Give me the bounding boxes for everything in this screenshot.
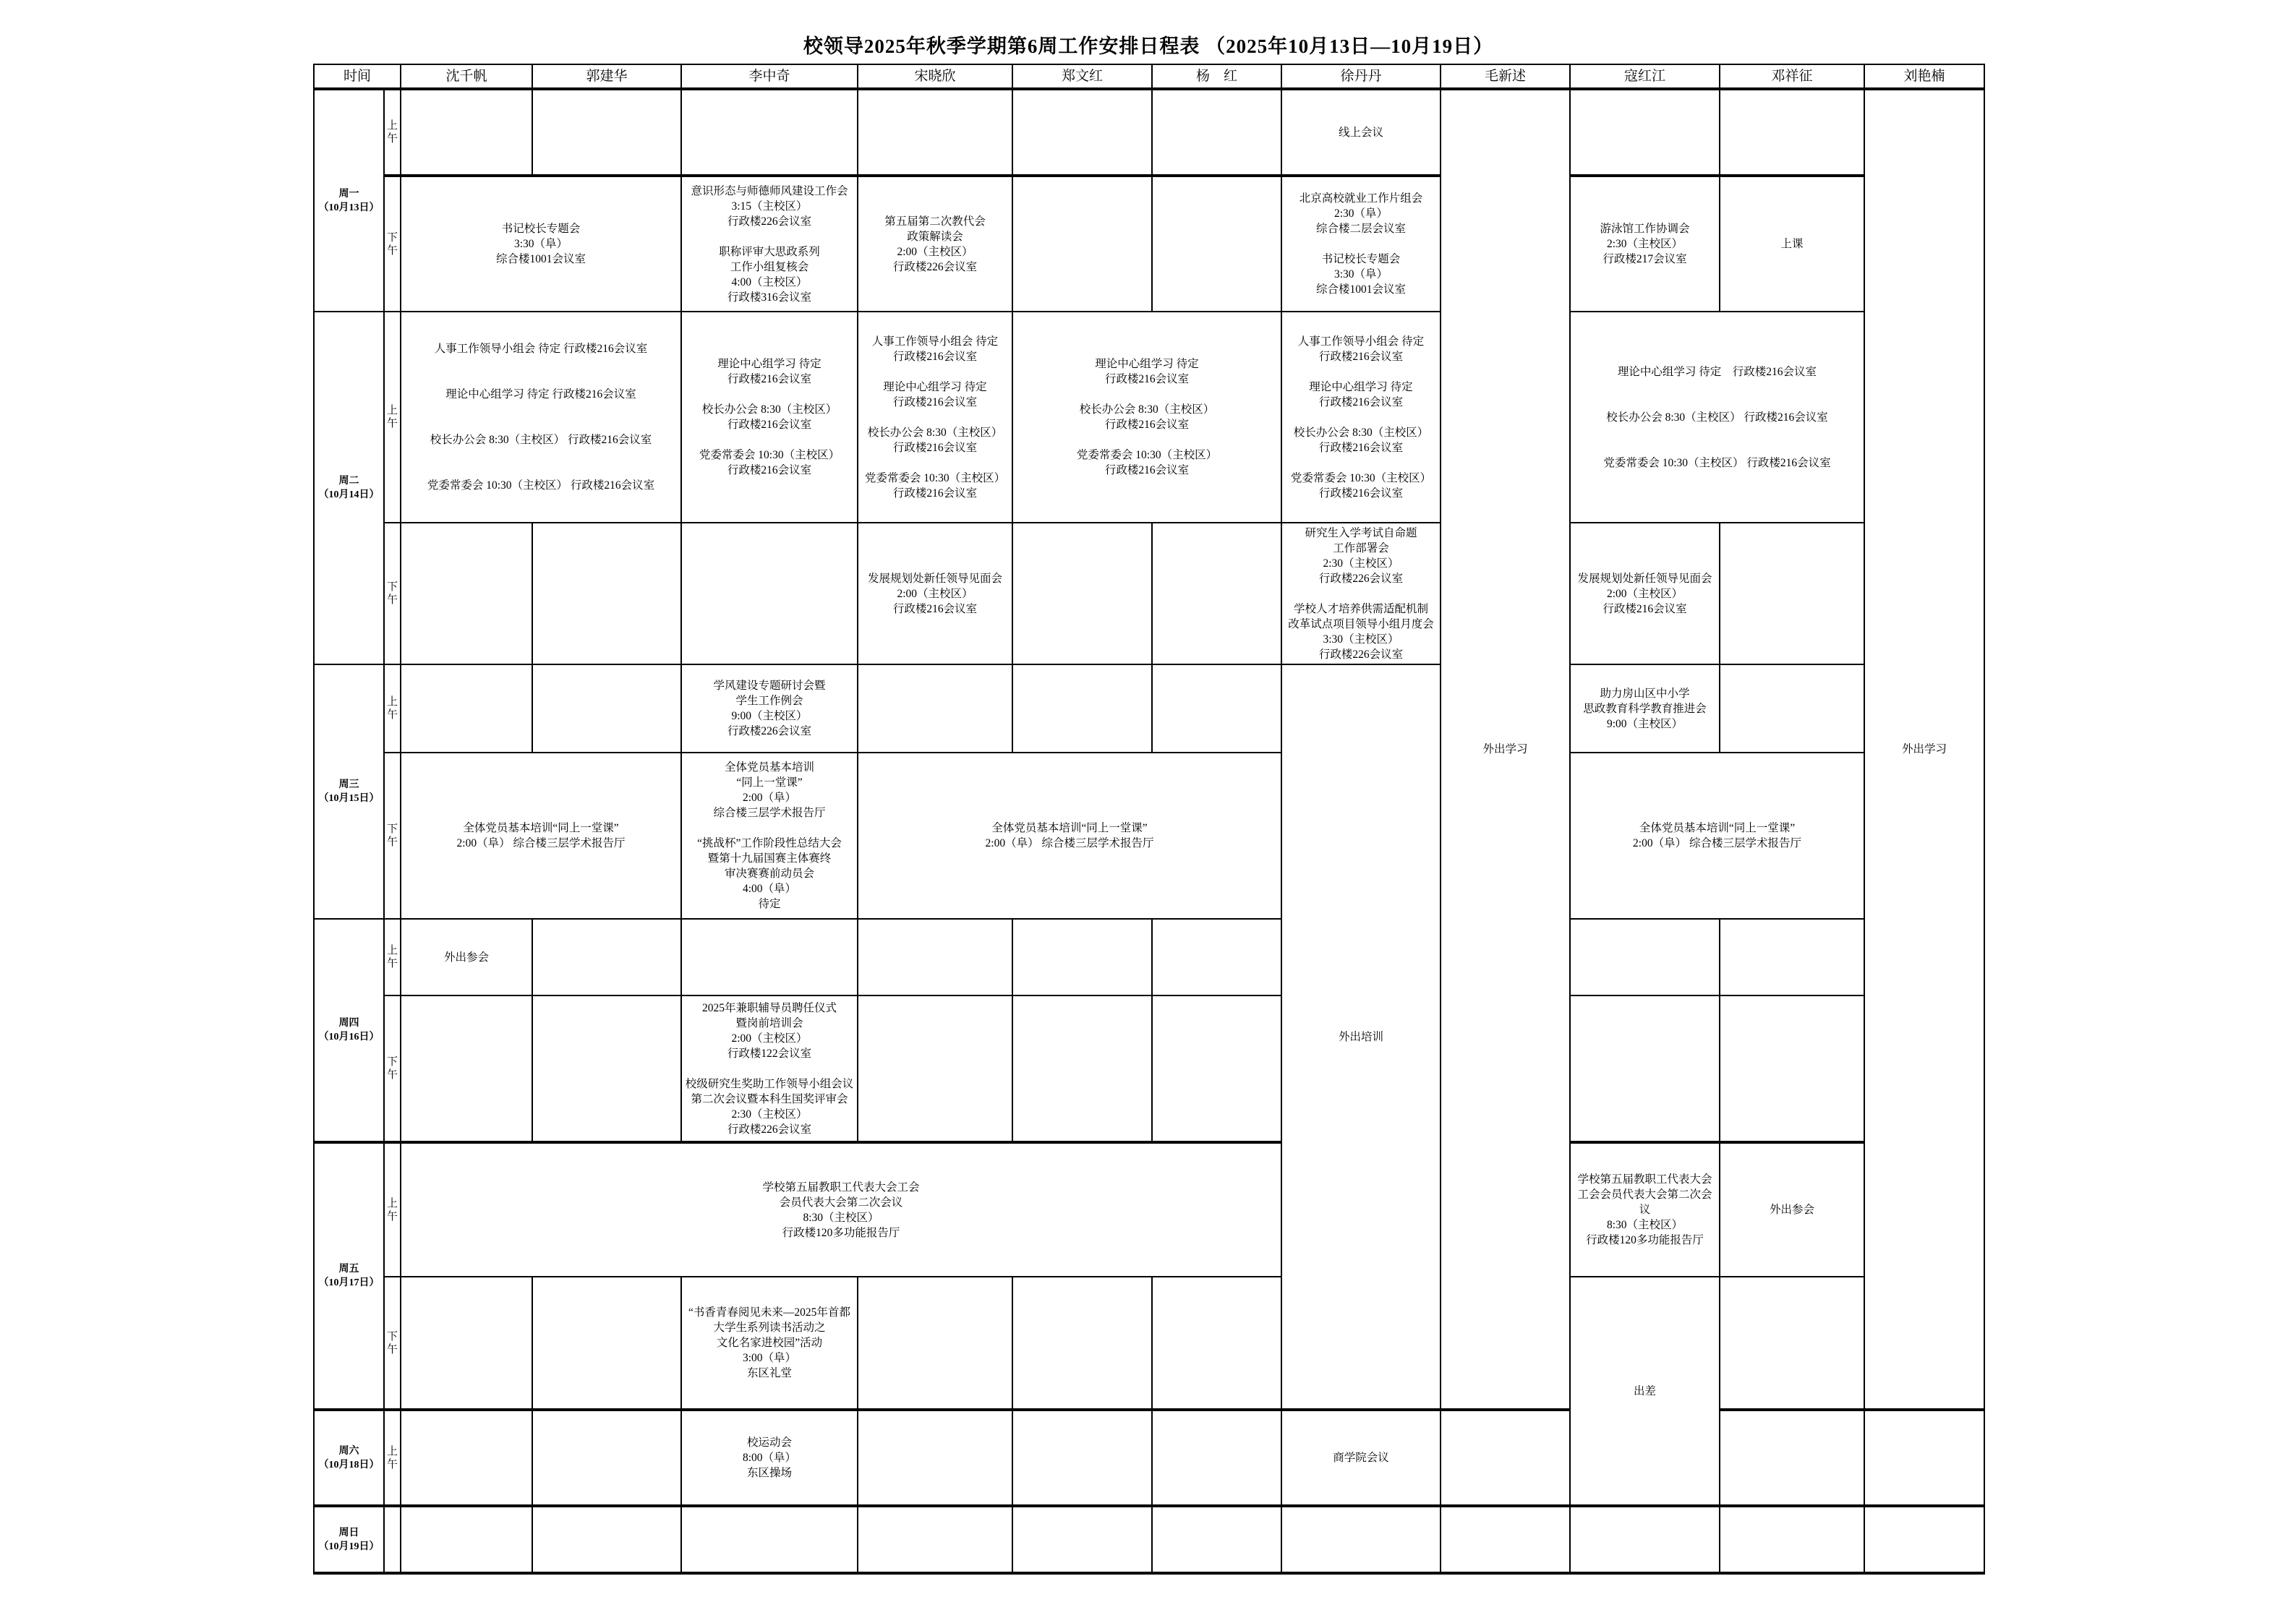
empty-cell-r11-c3 bbox=[401, 1277, 533, 1411]
empty-cell-r13-c11 bbox=[1571, 1507, 1720, 1575]
session-am-3: 上 午 bbox=[385, 665, 401, 753]
schedule-grid bbox=[313, 64, 1985, 1575]
empty-cell-r5-c12 bbox=[1720, 523, 1865, 665]
evt-tue-pm-xudandan: 研究生入学考试自命题 工作部署会 2:30（主校区） 行政楼226会议室 学校人才培养供需适配机制 改革试点项目领导小组月度会 3:30（主校区） 行政楼226会议室 bbox=[1282, 523, 1441, 665]
empty-cell-r3-c8 bbox=[1153, 177, 1282, 312]
empty-cell-r8-c6 bbox=[858, 920, 1013, 996]
header-person-2: 郭建华 bbox=[533, 65, 682, 90]
evt-wed-pm-song-zheng-yang: 全体党员基本培训“同上一堂课” 2:00（阜） 综合楼三层学术报告厅 bbox=[858, 753, 1282, 920]
session-pm-4: 下 午 bbox=[385, 996, 401, 1144]
empty-cell-r8-c12 bbox=[1720, 920, 1865, 996]
day-label-4: 周四 （10月16日） bbox=[315, 920, 385, 1144]
evt-mon-pm-xudandan: 北京高校就业工作片组会 2:30（阜） 综合楼二层会议室 书记校长专题会 3:30（阜） 综合楼1001会议室 bbox=[1282, 177, 1441, 312]
evt-tue-am-xudandan: 人事工作领导小组会 待定 行政楼216会议室 理论中心组学习 待定 行政楼216会议室 校长办公会 8:30（主校区） 行政楼216会议室 党委常委会 10:30（主校区） 行政楼216会议室 bbox=[1282, 312, 1441, 523]
evt-tue-am-zheng-yang: 理论中心组学习 待定 行政楼216会议室 校长办公会 8:30（主校区） 行政楼216会议室 党委常委会 10:30（主校区） 行政楼216会议室 bbox=[1013, 312, 1282, 523]
evt-tue-am-kou-deng: 理论中心组学习 待定 行政楼216会议室 校长办公会 8:30（主校区） 行政楼216会议室 党委常委会 10:30（主校区） 行政楼216会议室 bbox=[1571, 312, 1865, 523]
evt-maoxinshu-out-study: 外出学习 bbox=[1441, 90, 1571, 1411]
empty-cell-r12-c13 bbox=[1865, 1411, 1985, 1507]
session-am-4: 上 午 bbox=[385, 920, 401, 996]
evt-tue-am-songxiaoxin: 人事工作领导小组会 待定 行政楼216会议室 理论中心组学习 待定 行政楼216会议室 校长办公会 8:30（主校区） 行政楼216会议室 党委常委会 10:30（主校区） 行政楼216会议室 bbox=[858, 312, 1013, 523]
empty-cell-r5-c8 bbox=[1153, 523, 1282, 665]
empty-cell-r9-c4 bbox=[533, 996, 682, 1144]
empty-cell-r13-c10 bbox=[1441, 1507, 1571, 1575]
session-pm-3: 下 午 bbox=[385, 753, 401, 920]
evt-tue-am-lizhongqi: 理论中心组学习 待定 行政楼216会议室 校长办公会 8:30（主校区） 行政楼216会议室 党委常委会 10:30（主校区） 行政楼216会议室 bbox=[682, 312, 858, 523]
empty-cell-r12-c12 bbox=[1720, 1411, 1865, 1507]
empty-cell-r6-c4 bbox=[533, 665, 682, 753]
evt-liuyannan-out-study: 外出学习 bbox=[1865, 90, 1985, 1411]
empty-cell-r8-c4 bbox=[533, 920, 682, 996]
empty-cell-r3-c7 bbox=[1013, 177, 1153, 312]
empty-cell-r9-c7 bbox=[1013, 996, 1153, 1144]
empty-cell-r5-c3 bbox=[401, 523, 533, 665]
evt-thu-am-shenqianfan: 外出参会 bbox=[401, 920, 533, 996]
empty-cell-r13-c5 bbox=[682, 1507, 858, 1575]
empty-cell-r11-c7 bbox=[1013, 1277, 1153, 1411]
evt-mon-pm-dengxiangzheng: 上课 bbox=[1720, 177, 1865, 312]
empty-cell-r11-c6 bbox=[858, 1277, 1013, 1411]
empty-cell-r12-c10 bbox=[1441, 1411, 1571, 1507]
session-am-5: 上 午 bbox=[385, 1144, 401, 1277]
evt-wed-am-lizhongqi: 学风建设专题研讨会暨 学生工作例会 9:00（主校区） 行政楼226会议室 bbox=[682, 665, 858, 753]
evt-xudandan-out-training: 外出培训 bbox=[1282, 665, 1441, 1411]
page-title: 校领导2025年秋季学期第6周工作安排日程表 （2025年10月13日—10月19日） bbox=[803, 35, 1494, 57]
empty-cell-r2-c12 bbox=[1720, 90, 1865, 177]
empty-cell-r5-c4 bbox=[533, 523, 682, 665]
empty-cell-r2-c5 bbox=[682, 90, 858, 177]
empty-cell-r9-c11 bbox=[1571, 996, 1720, 1144]
empty-cell-r13-c8 bbox=[1153, 1507, 1282, 1575]
evt-mon-pm-songxiaoxin: 第五届第二次教代会 政策解读会 2:00（主校区） 行政楼226会议室 bbox=[858, 177, 1013, 312]
evt-fri-am-staff-congress: 学校第五届教职工代表大会工会 会员代表大会第二次会议 8:30（主校区） 行政楼120多功能报告厅 bbox=[401, 1144, 1282, 1277]
empty-cell-r6-c12 bbox=[1720, 665, 1865, 753]
empty-cell-r5-c5 bbox=[682, 523, 858, 665]
empty-cell-r8-c5 bbox=[682, 920, 858, 996]
evt-mon-pm-kouhongjiang: 游泳馆工作协调会 2:30（主校区） 行政楼217会议室 bbox=[1571, 177, 1720, 312]
empty-cell-r8-c11 bbox=[1571, 920, 1720, 996]
empty-cell-r9-c3 bbox=[401, 996, 533, 1144]
header-person-3: 李中奇 bbox=[682, 65, 858, 90]
evt-thu-pm-lizhongqi: 2025年兼职辅导员聘任仪式 暨岗前培训会 2:00（主校区） 行政楼122会议室 校级研究生奖助工作领导小组会议 第二次会议暨本科生国奖评审会 2:30（主校区） 行政楼226会议室 bbox=[682, 996, 858, 1144]
session-pm-2: 下 午 bbox=[385, 523, 401, 665]
empty-cell-r2-c11 bbox=[1571, 90, 1720, 177]
session-pm-1: 下 午 bbox=[385, 177, 401, 312]
evt-mon-pm-lizhongqi: 意识形态与师德师风建设工作会 3:15（主校区） 行政楼226会议室 职称评审大思政系列 工作小组复核会 4:00（主校区） 行政楼316会议室 bbox=[682, 177, 858, 312]
empty-cell-r11-c12 bbox=[1720, 1277, 1865, 1411]
header-person-11: 刘艳楠 bbox=[1865, 65, 1985, 90]
evt-mon-pm-shen-guo: 书记校长专题会 3:30（阜） 综合楼1001会议室 bbox=[401, 177, 682, 312]
session-am-6: 上 午 bbox=[385, 1411, 401, 1507]
empty-cell-r2-c6 bbox=[858, 90, 1013, 177]
header-person-8: 毛新述 bbox=[1441, 65, 1571, 90]
header-person-6: 杨 红 bbox=[1153, 65, 1282, 90]
empty-cell-r9-c8 bbox=[1153, 996, 1282, 1144]
day-label-3: 周三 （10月15日） bbox=[315, 665, 385, 920]
day-label-2: 周二 （10月14日） bbox=[315, 312, 385, 665]
empty-cell-r13-c3 bbox=[401, 1507, 533, 1575]
empty-cell-r2-c7 bbox=[1013, 90, 1153, 177]
day-label-1: 周一 （10月13日） bbox=[315, 90, 385, 312]
empty-cell-r13-c13 bbox=[1865, 1507, 1985, 1575]
empty-cell-r12-c3 bbox=[401, 1411, 533, 1507]
evt-tue-am-shen-guo: 人事工作领导小组会 待定 行政楼216会议室 理论中心组学习 待定 行政楼216会议室 校长办公会 8:30（主校区） 行政楼216会议室 党委常委会 10:30（主校区） 行政楼216会议室 bbox=[401, 312, 682, 523]
evt-fri-am-kouhongjiang: 学校第五届教职工代表大会 工会会员代表大会第二次会 议 8:30（主校区） 行政楼120多功能报告厅 bbox=[1571, 1144, 1720, 1277]
day-label-7: 周日 （10月19日） bbox=[315, 1507, 385, 1575]
header-time: 时间 bbox=[315, 65, 401, 90]
evt-tue-pm-songxiaoxin: 发展规划处新任领导见面会 2:00（主校区） 行政楼216会议室 bbox=[858, 523, 1013, 665]
day-label-6: 周六 （10月18日） bbox=[315, 1411, 385, 1507]
empty-cell-r6-c7 bbox=[1013, 665, 1153, 753]
empty-cell-r11-c8 bbox=[1153, 1277, 1282, 1411]
header-person-4: 宋晓欣 bbox=[858, 65, 1013, 90]
header-person-10: 邓祥征 bbox=[1720, 65, 1865, 90]
empty-cell-r6-c3 bbox=[401, 665, 533, 753]
empty-cell-r13-c6 bbox=[858, 1507, 1013, 1575]
evt-kouhongjiang-business-trip: 出差 bbox=[1571, 1277, 1720, 1507]
evt-sat-am-lizhongqi: 校运动会 8:00（阜） 东区操场 bbox=[682, 1411, 858, 1507]
empty-cell-r9-c12 bbox=[1720, 996, 1865, 1144]
empty-cell-r13-c7 bbox=[1013, 1507, 1153, 1575]
empty-cell-r9-c6 bbox=[858, 996, 1013, 1144]
day-label-5: 周五 （10月17日） bbox=[315, 1144, 385, 1411]
session-pm-5: 下 午 bbox=[385, 1277, 401, 1411]
session-am-1: 上 午 bbox=[385, 90, 401, 177]
evt-sat-am-xudandan: 商学院会议 bbox=[1282, 1411, 1441, 1507]
evt-wed-pm-lizhongqi: 全体党员基本培训 “同上一堂课” 2:00（阜） 综合楼三层学术报告厅 “挑战杯”工作阶段性总结大会 暨第十九届国赛主体赛终 审决赛赛前动员会 4:00（阜） 待定 bbox=[682, 753, 858, 920]
evt-fri-pm-lizhongqi: “书香青春阅见未来—2025年首都 大学生系列读书活动之 文化名家进校园”活动 3:00（阜） 东区礼堂 bbox=[682, 1277, 858, 1411]
empty-cell-r6-c6 bbox=[858, 665, 1013, 753]
empty-cell-r5-c7 bbox=[1013, 523, 1153, 665]
session-am-2: 上 午 bbox=[385, 312, 401, 523]
empty-cell-r6-c8 bbox=[1153, 665, 1282, 753]
header-person-9: 寇红江 bbox=[1571, 65, 1720, 90]
empty-cell-r11-c4 bbox=[533, 1277, 682, 1411]
header-person-7: 徐丹丹 bbox=[1282, 65, 1441, 90]
empty-cell-r12-c8 bbox=[1153, 1411, 1282, 1507]
header-person-1: 沈千帆 bbox=[401, 65, 533, 90]
empty-cell-r13-c4 bbox=[533, 1507, 682, 1575]
evt-fri-am-dengxiangzheng: 外出参会 bbox=[1720, 1144, 1865, 1277]
empty-cell-r2-c8 bbox=[1153, 90, 1282, 177]
evt-tue-pm-kouhongjiang: 发展规划处新任领导见面会 2:00（主校区） 行政楼216会议室 bbox=[1571, 523, 1720, 665]
evt-wed-pm-kou-deng: 全体党员基本培训“同上一堂课” 2:00（阜） 综合楼三层学术报告厅 bbox=[1571, 753, 1865, 920]
empty-cell-r2-c4 bbox=[533, 90, 682, 177]
empty-cell-r13-c9 bbox=[1282, 1507, 1441, 1575]
empty-cell-r13-c12 bbox=[1720, 1507, 1865, 1575]
empty-cell-r8-c7 bbox=[1013, 920, 1153, 996]
evt-wed-pm-shen-guo: 全体党员基本培训“同上一堂课” 2:00（阜） 综合楼三层学术报告厅 bbox=[401, 753, 682, 920]
empty-cell-r13-c2 bbox=[385, 1507, 401, 1575]
empty-cell-r12-c6 bbox=[858, 1411, 1013, 1507]
empty-cell-r2-c3 bbox=[401, 90, 533, 177]
empty-cell-r8-c8 bbox=[1153, 920, 1282, 996]
header-person-5: 郑文红 bbox=[1013, 65, 1153, 90]
empty-cell-r12-c4 bbox=[533, 1411, 682, 1507]
evt-mon-am-xudandan: 线上会议 bbox=[1282, 90, 1441, 177]
empty-cell-r12-c7 bbox=[1013, 1411, 1153, 1507]
evt-wed-am-kouhongjiang: 助力房山区中小学 思政教育科学教育推进会 9:00（主校区） bbox=[1571, 665, 1720, 753]
